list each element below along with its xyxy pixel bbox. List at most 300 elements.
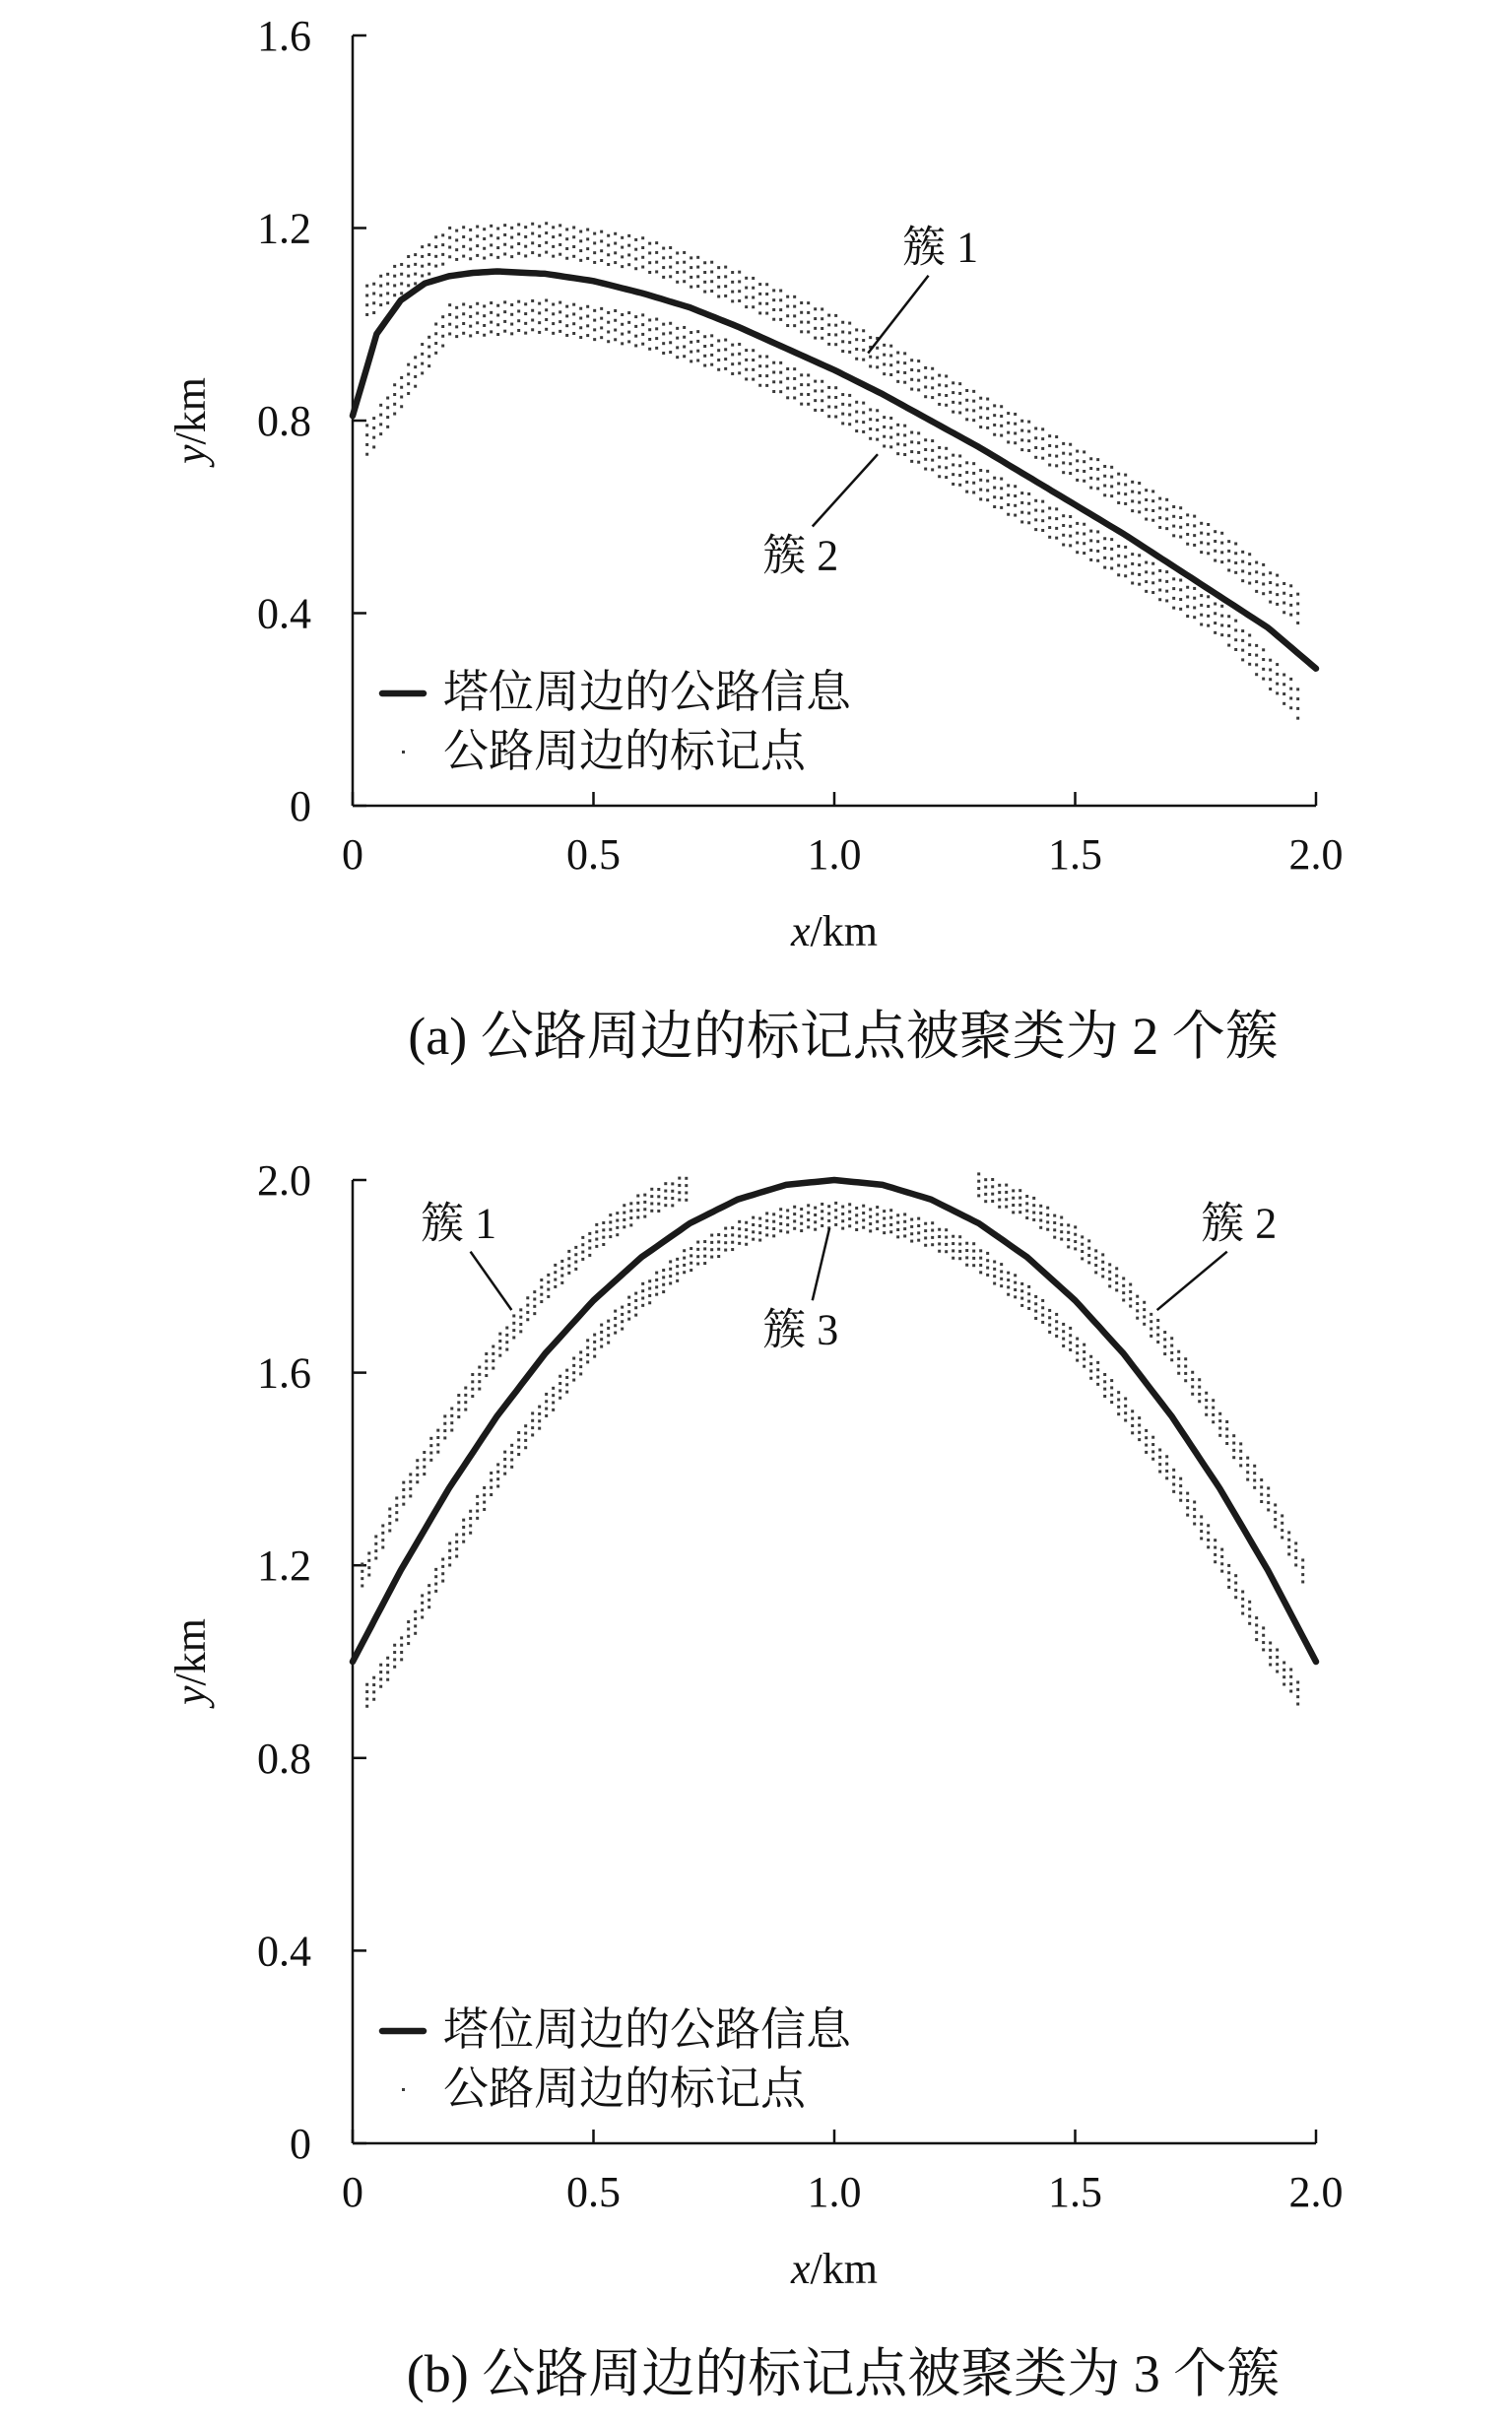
panel-b-marker-point (407, 1620, 410, 1623)
panel-b-marker-point (1172, 1475, 1175, 1478)
panel-a-marker-point (621, 342, 624, 345)
panel-b-marker-point (614, 1317, 617, 1320)
panel-b-marker-point (623, 1204, 625, 1207)
panel-b-marker-point (586, 1360, 589, 1363)
panel-b-marker-point (455, 1534, 458, 1537)
panel-b-marker-point (1101, 1261, 1104, 1264)
panel-a-marker-point (841, 331, 844, 334)
panel-b-marker-point (457, 1401, 460, 1404)
panel-b-marker-point (593, 1355, 596, 1358)
panel-a-marker-point (855, 429, 858, 432)
panel-b-marker-point (650, 1210, 653, 1213)
panel-a-marker-point (772, 380, 775, 383)
panel-b-marker-point (896, 1235, 899, 1238)
panel-b-marker-point (1020, 1289, 1023, 1292)
panel-b-marker-point (1145, 1429, 1148, 1432)
panel-a-marker-point (1069, 515, 1072, 518)
panel-a-marker-point (945, 394, 948, 397)
panel-b-marker-point (703, 1262, 706, 1265)
panel-a-marker-point (807, 311, 810, 314)
panel-a-marker-point (917, 461, 920, 464)
panel-a-marker-point (1296, 688, 1299, 690)
panel-a-marker-point (676, 356, 679, 359)
panel-b-marker-point (1274, 1525, 1277, 1528)
panel-a-marker-point (1158, 516, 1161, 519)
panel-a-marker-point (600, 336, 603, 339)
panel-a-marker-point (490, 301, 493, 304)
panel-a-marker-point (662, 352, 665, 355)
panel-b-marker-point (510, 1444, 513, 1447)
panel-a-y-tick-label: 1.6 (257, 12, 311, 60)
panel-b-marker-point (607, 1320, 610, 1323)
panel-a-marker-point (945, 374, 948, 377)
panel-a-marker-point (441, 243, 444, 246)
panel-b-marker-point (1274, 1518, 1277, 1521)
panel-b-marker-point (786, 1230, 789, 1233)
panel-a-marker-point (1069, 462, 1072, 465)
panel-a-marker-point (600, 249, 603, 252)
panel-b-marker-point (1143, 1315, 1146, 1318)
panel-a-marker-point (827, 314, 830, 317)
panel-b-marker-point (1000, 1270, 1003, 1273)
panel-a-marker-point (910, 359, 913, 361)
panel-a-marker-point (607, 234, 610, 237)
panel-b-marker-point (758, 1224, 761, 1227)
panel-b-marker-point (1158, 1471, 1161, 1474)
panel-b-marker-point (1232, 1449, 1235, 1452)
panel-b-marker-point (1260, 1493, 1263, 1496)
panel-a-marker-point (807, 393, 810, 396)
panel-a-marker-point (1179, 579, 1182, 582)
panel-a-marker-point (786, 324, 789, 327)
panel-b-marker-point (519, 1330, 522, 1333)
panel-a-marker-point (1172, 525, 1175, 528)
panel-b-marker-point (1007, 1285, 1010, 1288)
panel-a-marker-point (655, 241, 658, 244)
panel-b-marker-point (450, 1429, 453, 1432)
panel-b-marker-point (669, 1260, 672, 1263)
panel-b-marker-point (1019, 1197, 1021, 1200)
panel-b-marker-point (1089, 1369, 1092, 1372)
panel-a-marker-point (1165, 599, 1168, 602)
panel-b-marker-point (903, 1213, 906, 1215)
panel-a-marker-point (952, 401, 954, 404)
panel-a-marker-point (1241, 629, 1244, 632)
panel-b-marker-point (503, 1451, 506, 1454)
panel-a-marker-point (531, 299, 534, 302)
panel-a-marker-point (1227, 550, 1230, 553)
panel-a-marker-point (731, 353, 734, 356)
panel-a-marker-point (462, 255, 465, 258)
panel-a-marker-point (1289, 604, 1292, 607)
panel-b-marker-point (1007, 1272, 1010, 1275)
panel-a-marker-point (462, 245, 465, 248)
panel-a-marker-point (1000, 434, 1003, 437)
panel-b-marker-point (400, 1658, 403, 1661)
panel-a-marker-point (1138, 492, 1141, 494)
panel-a-marker-point (1131, 481, 1134, 484)
panel-b-marker-point (1096, 1368, 1099, 1371)
panel-b-marker-point (1205, 1413, 1208, 1416)
panel-a-marker-point (1234, 628, 1237, 631)
panel-b-marker-point (979, 1271, 982, 1274)
panel-a-marker-point (1220, 605, 1223, 608)
panel-b-marker-point (462, 1526, 465, 1529)
panel-a-marker-point (559, 224, 561, 227)
panel-a-marker-point (855, 420, 858, 423)
panel-b-marker-point (1184, 1372, 1187, 1375)
panel-a-marker-point (710, 334, 713, 337)
panel-b-marker-point (496, 1484, 499, 1487)
panel-a-marker-point (896, 433, 899, 436)
panel-a-marker-point (958, 392, 961, 395)
panel-a-marker-point (1124, 574, 1127, 577)
panel-a-marker-point (1117, 473, 1120, 476)
panel-a-marker-point (683, 345, 686, 348)
panel-a-marker-point (1200, 604, 1203, 607)
panel-b-marker-point (1074, 1233, 1077, 1236)
panel-b-marker-point (443, 1414, 446, 1417)
panel-a-marker-point (1076, 541, 1079, 544)
panel-b-marker-point (629, 1210, 632, 1213)
panel-b-marker-point (448, 1556, 451, 1559)
panel-a-marker-point (1255, 570, 1258, 573)
panel-b-marker-point (1055, 1328, 1058, 1331)
panel-a-marker-point (993, 495, 996, 498)
panel-b-marker-point (524, 1432, 527, 1435)
panel-b-marker-point (1074, 1247, 1077, 1250)
panel-a-marker-point (386, 397, 389, 400)
panel-b-marker-point (896, 1221, 899, 1224)
panel-a-marker-point (669, 275, 672, 278)
panel-a-marker-point (386, 283, 389, 286)
panel-a-marker-point (758, 384, 761, 387)
panel-b-marker-point (1220, 1555, 1223, 1558)
panel-a-marker-point (1027, 449, 1030, 452)
panel-a-marker-point (1296, 697, 1299, 700)
panel-a-marker-point (483, 304, 486, 307)
panel-b-marker-point (655, 1285, 658, 1288)
panel-a-marker-point (862, 430, 865, 433)
panel-a-marker-point (869, 408, 872, 411)
panel-a-marker-point (1117, 545, 1120, 548)
panel-a-marker-point (572, 255, 575, 258)
panel-b-marker-point (531, 1419, 534, 1422)
panel-b-marker-point (765, 1212, 768, 1214)
panel-a-marker-point (483, 247, 486, 250)
panel-a-marker-point (924, 438, 927, 441)
panel-b-marker-point (1287, 1552, 1290, 1555)
panel-a-marker-point (1296, 717, 1299, 720)
panel-a-marker-point (1020, 438, 1023, 441)
panel-b-marker-point (593, 1341, 596, 1344)
panel-a-marker-point (1110, 485, 1113, 488)
panel-b-marker-point (1103, 1373, 1106, 1376)
panel-b-marker-point (648, 1279, 651, 1282)
panel-b-marker-point (869, 1208, 872, 1211)
panel-a-marker-point (1034, 509, 1037, 512)
panel-a-marker-point (1193, 515, 1196, 518)
panel-a-marker-point (586, 229, 589, 231)
panel-a-marker-point (876, 419, 879, 422)
panel-b-marker-point (745, 1228, 748, 1231)
panel-b-marker-point (862, 1205, 865, 1208)
panel-a-marker-point (1227, 644, 1230, 647)
panel-a-chart (166, 12, 1344, 955)
panel-b-marker-point (1055, 1335, 1058, 1338)
panel-a-marker-point (696, 359, 699, 361)
panel-b-marker-point (600, 1338, 603, 1341)
panel-a-marker-point (938, 403, 941, 406)
panel-b-marker-point (772, 1234, 775, 1237)
panel-b-marker-point (841, 1219, 844, 1222)
panel-b-marker-point (540, 1300, 543, 1303)
panel-a-marker-point (400, 376, 403, 379)
panel-b-marker-point (1218, 1434, 1221, 1437)
panel-a-marker-point (531, 319, 534, 322)
panel-b-marker-point (648, 1301, 651, 1304)
panel-a-marker-point (1165, 527, 1168, 530)
panel-a-marker-point (1014, 514, 1017, 517)
panel-b-marker-point (621, 1320, 624, 1323)
panel-a-marker-point (717, 339, 720, 342)
panel-b-marker-point (1101, 1268, 1104, 1271)
panel-b-marker-point (386, 1664, 389, 1667)
panel-a-marker-point (1248, 633, 1251, 636)
panel-a-marker-point (1117, 564, 1120, 567)
panel-a-marker-point (1234, 648, 1237, 651)
panel-a-marker-point (538, 234, 541, 237)
panel-b-marker-point (977, 1187, 980, 1190)
panel-a-marker-point (1110, 548, 1113, 551)
panel-b-marker-point (1019, 1211, 1021, 1213)
panel-b-marker-point (1115, 1275, 1118, 1278)
panel-a-marker-point (869, 356, 872, 359)
panel-a-marker-point (717, 266, 720, 269)
panel-b-marker-point (1214, 1539, 1216, 1541)
panel-b-y-tick-label: 2.0 (257, 1156, 311, 1205)
panel-b-marker-point (636, 1194, 639, 1197)
panel-a-marker-point (414, 356, 417, 359)
panel-a-marker-point (1062, 461, 1065, 464)
panel-a-marker-point (607, 330, 610, 333)
panel-a-marker-point (483, 228, 486, 230)
panel-a-marker-point (517, 329, 520, 332)
panel-a-marker-point (572, 322, 575, 325)
panel-a-marker-point (848, 394, 851, 397)
panel-a-marker-point (965, 418, 968, 421)
panel-a-marker-point (972, 462, 975, 465)
panel-a-marker-point (1034, 446, 1037, 449)
panel-b-marker-point (492, 1367, 494, 1370)
panel-a-marker-point (1089, 457, 1092, 460)
panel-b-marker-point (588, 1232, 591, 1235)
panel-b-marker-point (800, 1222, 803, 1225)
panel-a-marker-point (400, 273, 403, 276)
panel-b-marker-point (1020, 1297, 1023, 1300)
panel-a-marker-point (952, 381, 954, 384)
panel-a-marker-point (917, 431, 920, 434)
panel-b-marker-point (498, 1354, 501, 1357)
panel-a-marker-point (579, 326, 582, 329)
panel-b-marker-point (517, 1431, 520, 1434)
panel-a-marker-point (821, 307, 823, 310)
panel-b-marker-point (664, 1204, 667, 1207)
panel-a-marker-point (1193, 587, 1196, 590)
panel-b-marker-point (361, 1562, 363, 1565)
panel-b-marker-point (1191, 1385, 1194, 1388)
panel-a-marker-point (1048, 434, 1051, 437)
panel-b-marker-point (1207, 1532, 1210, 1535)
panel-a-marker-point (579, 336, 582, 339)
panel-a-marker-point (1131, 499, 1134, 502)
panel-a-marker-point (559, 253, 561, 256)
panel-a-marker-point (1007, 412, 1010, 415)
panel-b-marker-point (441, 1558, 444, 1561)
panel-b-marker-point (609, 1220, 612, 1223)
panel-a-marker-point (579, 307, 582, 310)
panel-b-marker-point (786, 1216, 789, 1219)
panel-b-marker-point (889, 1209, 892, 1212)
panel-b-marker-point (1083, 1357, 1085, 1360)
panel-b-marker-point (416, 1480, 419, 1483)
panel-a-marker-point (1269, 659, 1272, 662)
panel-a-marker-point (690, 286, 692, 289)
panel-b-marker-point (434, 1575, 437, 1578)
panel-a-marker-point (841, 422, 844, 425)
panel-b-marker-point (958, 1243, 961, 1246)
panel-a-marker-point (1234, 620, 1237, 623)
panel-a-marker-point (1048, 536, 1051, 539)
panel-a-marker-point (621, 236, 624, 239)
panel-a-marker-point (883, 435, 886, 438)
panel-b-annotation-leader (1157, 1252, 1227, 1310)
panel-a-marker-point (800, 393, 803, 396)
panel-b-marker-point (1282, 1661, 1285, 1664)
panel-a-marker-point (903, 425, 906, 427)
panel-b-marker-point (1067, 1223, 1070, 1226)
panel-b-marker-point (367, 1559, 370, 1562)
panel-a-marker-point (1262, 563, 1265, 566)
panel-a-marker-point (1151, 490, 1154, 492)
panel-b-marker-point (1138, 1416, 1141, 1419)
panel-a-marker-point (510, 332, 513, 335)
panel-b-marker-point (1156, 1341, 1159, 1344)
panel-b-marker-point (565, 1383, 568, 1386)
panel-b-marker-point (1012, 1211, 1015, 1213)
panel-b-marker-point (478, 1380, 481, 1383)
panel-a-marker-point (758, 355, 761, 358)
panel-a-marker-point (1165, 570, 1168, 573)
panel-b-marker-point (910, 1232, 913, 1235)
panel-a-marker-point (731, 344, 734, 347)
panel-b-marker-point (876, 1220, 879, 1223)
panel-a-marker-point (503, 310, 506, 313)
panel-a-marker-point (772, 390, 775, 393)
panel-a-marker-point (634, 248, 637, 251)
panel-b-marker-point (407, 1642, 410, 1645)
panel-a-marker-point (1220, 633, 1223, 636)
panel-a-marker-point (1207, 523, 1210, 526)
panel-a-marker-point (476, 244, 479, 247)
panel-a-marker-point (1124, 483, 1127, 486)
panel-b-marker-point (883, 1216, 886, 1219)
panel-a-marker-point (552, 322, 555, 325)
panel-b-marker-point (492, 1345, 494, 1348)
panel-a-marker-point (1255, 580, 1258, 583)
panel-b-marker-point (427, 1599, 430, 1602)
panel-b-marker-point (1253, 1486, 1256, 1489)
panel-a-marker-point (1214, 550, 1216, 553)
panel-b-marker-point (703, 1240, 706, 1243)
panel-a-marker-point (455, 238, 458, 241)
panel-a-marker-point (393, 265, 396, 268)
panel-a-marker-point (986, 398, 989, 401)
panel-b-marker-point (1048, 1316, 1051, 1319)
panel-b-marker-point (710, 1241, 713, 1244)
panel-b-marker-point (986, 1259, 989, 1262)
panel-a-marker-point (883, 416, 886, 419)
panel-b-marker-point (579, 1365, 582, 1368)
panel-b-marker-point (991, 1185, 994, 1188)
panel-b-marker-point (1170, 1337, 1173, 1340)
panel-a-marker-point (496, 236, 499, 239)
panel-b-marker-point (731, 1233, 734, 1236)
panel-a-marker-point (490, 234, 493, 237)
panel-a-marker-point (876, 365, 879, 368)
panel-b-marker-point (657, 1203, 660, 1206)
panel-a-marker-point (945, 384, 948, 387)
panel-b-marker-point (1262, 1641, 1265, 1644)
panel-a-marker-point (1027, 521, 1030, 524)
panel-a-marker-point (503, 320, 506, 323)
panel-a-marker-point (372, 301, 375, 304)
panel-a-marker-point (683, 261, 686, 264)
panel-a-marker-point (979, 469, 982, 472)
panel-a-marker-point (924, 376, 927, 379)
panel-a-marker-point (600, 307, 603, 310)
panel-a-marker-point (434, 255, 437, 258)
panel-a-marker-point (1103, 465, 1106, 468)
panel-a-marker-point (1117, 501, 1120, 504)
panel-a-marker-point (579, 259, 582, 262)
panel-a-marker-point (1262, 592, 1265, 595)
panel-a-marker-point (690, 331, 692, 334)
panel-a-marker-point (483, 334, 486, 337)
panel-a-marker-point (1158, 579, 1161, 582)
panel-a-marker-point (841, 321, 844, 324)
panel-a-marker-point (1255, 654, 1258, 657)
panel-a-marker-point (1020, 501, 1023, 504)
panel-a-marker-point (848, 351, 851, 354)
panel-a-marker-point (517, 232, 520, 235)
panel-b-marker-point (676, 1273, 679, 1276)
panel-b-marker-point (977, 1172, 980, 1175)
panel-a-marker-point (669, 256, 672, 259)
panel-a-marker-point (455, 325, 458, 328)
panel-b-marker-point (862, 1212, 865, 1214)
panel-b-marker-point (455, 1547, 458, 1550)
panel-a-marker-point (421, 371, 424, 374)
panel-a-marker-point (1289, 706, 1292, 709)
panel-a-marker-point (827, 343, 830, 346)
panel-a-marker-point (400, 292, 403, 295)
panel-a-marker-point (931, 377, 934, 380)
panel-b-marker-point (993, 1268, 996, 1271)
panel-b-marker-point (540, 1293, 543, 1296)
panel-b-marker-point (1227, 1586, 1230, 1589)
panel-a-marker-point (1234, 561, 1237, 564)
